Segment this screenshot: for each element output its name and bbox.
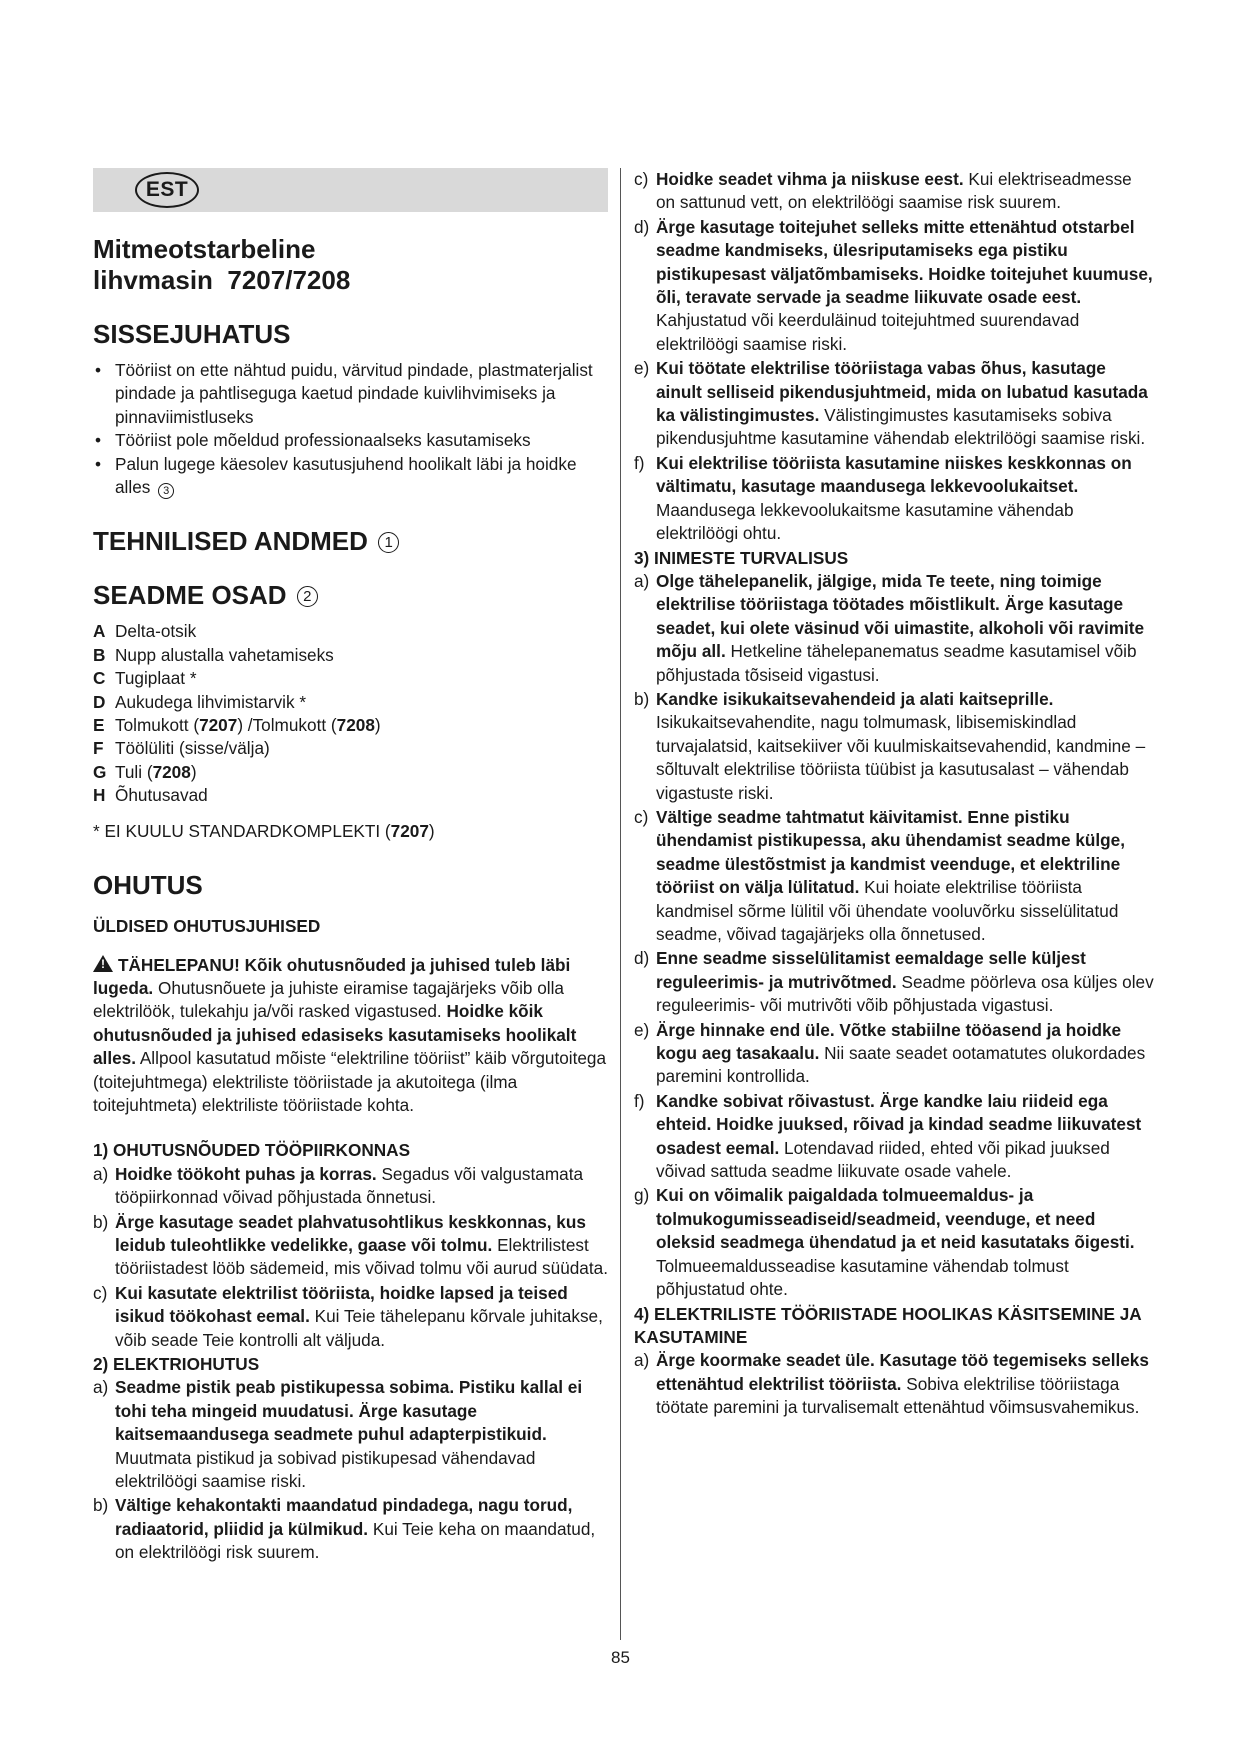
rule-item: d) Enne seadme sisselülitamist eemaldage selle küljest reguleerimis- ja mutrivõtmed. Seadme pöörleva osa küljes olev reguleerimis- või mutrivõti võib põhjustada vigastusi. [634, 948, 1154, 1016]
safety-subheading: ÜLDISED OHUTUSJUHISED [93, 916, 321, 937]
section-heading: 2) ELEKTRIOHUTUS [93, 1354, 260, 1374]
part-item: A Delta-otsik [93, 621, 197, 642]
rule-item: c) Kui kasutate elektrilist tööriista, hoidke lapsed ja teised isikud töökohast eemal. Kui Teie tähelepanu kõrvale juhitakse, võib seade Teie kontrolli alt väljuda. [93, 1282, 603, 1350]
rule-item: c) Vältige seadme tahtmatut käivitamist. Enne pistiku ühendamist pistikupessa, aku ühendamist seadme külge, seadme ülestõstmist ja kandmist veenduge, et elektriline tööriist on välja lülitatud. Kui hoiate elektrilise tööriista kandmisel sõrme lülitil või ühendate vooluvõrku sisselülitatud seadme, võivad tagajärjeks olla õnnetused. [634, 806, 1125, 944]
part-item: B Nupp alustalla vahetamiseks [93, 644, 334, 665]
parts-list [93, 620, 608, 807]
section-heading: 4) ELEKTRILISTE TÖÖRIISTADE HOOLIKAS KÄSITSEMINE JA KASUTAMINE [634, 1303, 1142, 1347]
warning-icon [93, 955, 113, 972]
figure-ref-1: 1 [378, 532, 399, 553]
page-number: 85 [611, 1648, 630, 1667]
part-item: C Tugiplaat * [93, 668, 197, 689]
rule-item: b) Vältige kehakontakti maandatud pindadega, nagu torud, radiaatorid, pliidid ja külmikud. Kui Teie keha on maandatud, on elektrilöögi risk suurem. [93, 1495, 596, 1563]
rule-item: e) Ärge hinnake end üle. Võtke stabiilne tööasend ja hoidke kogu aeg tasakaalu. Nii saate seadet ootamatutes olukordades paremini kontrollida. [634, 1019, 1146, 1087]
part-item: G Tuli (7208) [93, 761, 197, 782]
language-bar [93, 168, 608, 212]
product-title-line-1: Mitmeotstarbeline [93, 234, 316, 264]
right-column [634, 168, 1154, 1421]
part-item: D Aukudega lihvimistarvik * [93, 691, 307, 712]
intro-bullet: • Tööriist pole mõeldud professionaalseks kasutamiseks [93, 429, 608, 452]
product-title [93, 234, 608, 296]
intro-heading: SISSEJUHATUS [93, 319, 291, 349]
rule-item: g) Kui on võimalik paigaldada tolmueemaldus- ja tolmukogumisseadiseid/seadmeid, veenduge, et need oleksid seadmega ühendatud ja et neid kasutataks õigesti. Tolmueemaldusseadise kasutamine vähendab tolmust põhjustatud ohte. [634, 1185, 1135, 1300]
parts-heading: SEADME OSAD 2 [93, 579, 608, 611]
rule-item: f) Kui elektrilise tööriista kasutamine niiskes keskkonnas on vältimatu, kasutage maandusega lekkevoolukaitset. Maandusega lekkevoolukaitsme kasutamine vähendab elektrilöögi ohtu. [634, 452, 1132, 544]
section-heading: 1) OHUTUSNÕUDED TÖÖPIIRKONNAS [93, 1140, 411, 1161]
parts-note: * EI KUULU STANDARDKOMPLEKTI (7207) [93, 820, 435, 841]
rule-item: a) Seadme pistik peab pistikupessa sobima. Pistiku kallal ei tohi teha mingeid muudatusi. Ärge kasutage kaitsemaandusega seadmete puhul adapterpistikuid. Muutmata pistikud ja sobivad pistikupesad vähendavad elektrilöögi saamise riski. [93, 1377, 583, 1492]
part-item: F Töölüliti (sisse/välja) [93, 738, 270, 759]
warning-paragraph: !TÄHELEPANU! Kõik ohutusnõuded ja juhised tuleb läbi lugeda. Ohutusnõuete ja juhiste eiramise tagajärjeks võib olla elektrilöök, tulekahju ja/või rasked vigastused. Hoidke kõik ohutusnõuded ja juhised edasiseks kasutamiseks hoolikalt alles. Allpool kasutatud mõiste “elektriline tööriist” käib võrgutoitega (toitejuhtmega) elektriliste tööriistade ja akutoitega (ilma toitejuhtmeta) elektriliste tööriistade kohta. [93, 954, 608, 1118]
figure-ref-2: 2 [297, 586, 318, 607]
rule-item: b) Ärge kasutage seadet plahvatusohtlikus keskkonnas, kus leidub tuleohtlikke vedelikke, gaase või tolmu. Elektrilistest tööriistadest lööb sädemeid, mis võivad tolmu või aurud süüdata. [93, 1211, 608, 1279]
rule-item: c) Hoidke seadet vihma ja niiskuse eest. Kui elektriseadmesse on sattunud vett, on elektrilöögi saamise risk suurem. [634, 169, 1132, 213]
rule-item: a) Ärge koormake seadet üle. Kasutage töö tegemiseks selleks ettenähtud elektrilist tööriista. Sobiva elektrilise tööriistaga töötate paremini ja turvalisemalt ettenähtud võimsusvahemikus. [634, 1350, 1149, 1418]
tech-heading: TEHNILISED ANDMED 1 [93, 525, 608, 557]
intro-bullet: • Tööriist on ette nähtud puidu, värvitud pindade, plastmaterjalist pindade ja pahtliseguga kaetud pindade kuivlihvimiseks ja pinnaviimistluseks [93, 359, 608, 429]
figure-ref-3: 3 [158, 483, 174, 499]
language-badge: EST [135, 172, 199, 208]
intro-list [93, 359, 608, 499]
part-item: E Tolmukott (7207) /Tolmukott (7208) [93, 715, 381, 736]
rule-item: b) Kandke isikukaitsevahendeid ja alati kaitseprille. Isikukaitsevahendite, nagu tolmumask, libisemiskindlad turvajalatsid, kaitsekiiver või kuulmiskaitsevahendid, kandmine – sõltuvalt elektrilise tööriista tüübist ja kasutusalast – vähendab vigastuste riski. [634, 688, 1146, 803]
rule-item: a) Olge tähelepanelik, jälgige, mida Te teete, ning toimige elektrilise tööriistaga töötades mõistlikult. Ärge kasutage seadet, kui olete väsinud või uimastite, alkoholi või ravimite mõju all. Hetkeline tähelepanematus seadme kasutamisel võib põhjustada tõsiseid vigastusi. [634, 570, 1145, 685]
part-item: H Õhutusavad [93, 785, 208, 806]
rule-item: d) Ärge kasutage toitejuhet selleks mitte ettenähtud otstarbel seadme kandmiseks, ülesriputamiseks ega pistiku pistikupesast väljatõmbamiseks. Hoidke toitejuhet kuumuse, õli, teravate servade ja seadme liikuvate osade eest. Kahjustatud või keerduläinud toitejuhtmed suurendavad elektrilöögi saamise riski. [634, 216, 1153, 354]
safety-heading: OHUTUS [93, 870, 203, 901]
rule-item: f) Kandke sobivat rõivastust. Ärge kandke laiu riideid ega ehteid. Hoidke juuksed, rõivad ja kindad seadme liikuvatest osadest eemal. Lotendavad riided, ehted või pikad juuksed võivad sattuda seadme liikuvate osade vahele. [634, 1090, 1142, 1182]
left-column [93, 168, 608, 1566]
intro-bullet: • Palun lugege käesolev kasutusjuhend hoolikalt läbi ja hoidke alles 3 [93, 453, 608, 500]
rule-item: a) Hoidke töökoht puhas ja korras. Segadus või valgustamata tööpiirkonnad võivad põhjustada õnnetusi. [93, 1163, 584, 1208]
product-title-line-2: lihvmasin 7207/7208 [93, 265, 351, 295]
column-divider [620, 168, 621, 1640]
rule-item: e) Kui töötate elektrilise tööriistaga vabas õhus, kasutage ainult selliseid pikendusjuhtmeid, mida on lubatud kasutada ka välistingimustes. Välistingimustes kasutamiseks sobiva pikendusjuhtme kasutamine vähendab elektrilöögi saamise riski. [634, 358, 1148, 449]
section-heading: 3) INIMESTE TURVALISUS [634, 547, 849, 568]
